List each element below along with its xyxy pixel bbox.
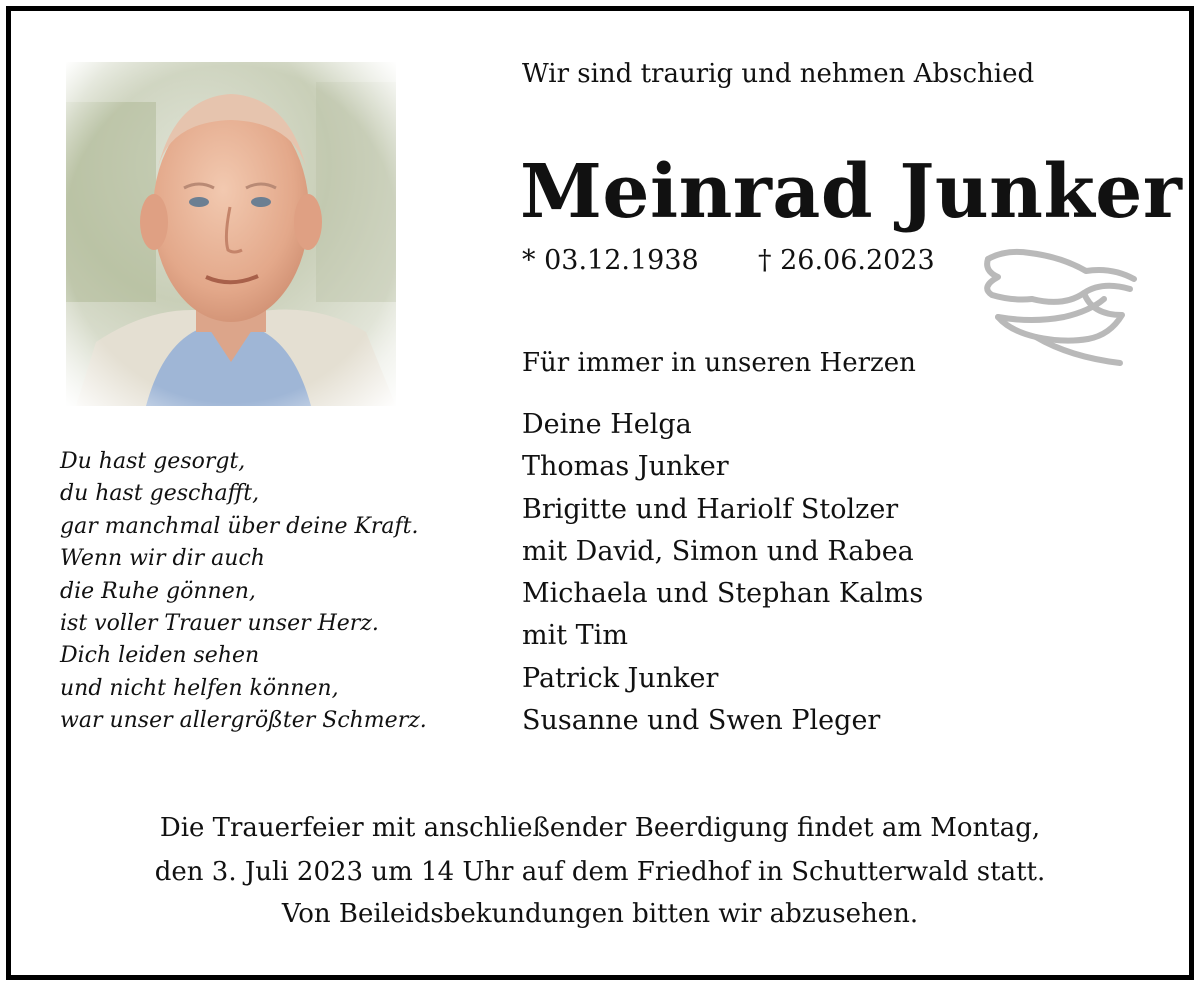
motto-text: Für immer in unseren Herzen bbox=[522, 348, 916, 378]
poem-line: ist voller Trauer unser Herz. bbox=[60, 611, 379, 637]
mourner-line: Susanne und Swen Pleger bbox=[522, 705, 881, 737]
mourner-line: Thomas Junker bbox=[522, 451, 729, 483]
mourner-line: mit David, Simon und Rabea bbox=[522, 535, 914, 567]
poem-line: du hast geschafft, bbox=[60, 481, 260, 507]
mourner-line: mit Tim bbox=[522, 620, 628, 652]
deceased-name: Meinrad Junker bbox=[520, 149, 1183, 235]
intro-text: Wir sind traurig und nehmen Abschied bbox=[522, 59, 1035, 89]
poem-line: und nicht helfen können, bbox=[60, 675, 339, 701]
poem bbox=[60, 446, 427, 738]
poem-line: war unser allergrößter Schmerz. bbox=[60, 708, 427, 734]
poem-line: Wenn wir dir auch bbox=[60, 546, 265, 572]
poem-line: die Ruhe gönnen, bbox=[60, 578, 256, 604]
poem-line: Du hast gesorgt, bbox=[60, 449, 246, 474]
mourner-line: Patrick Junker bbox=[522, 662, 719, 694]
condolence-note: Von Beileidsbekundungen bitten wir abzusehen. bbox=[281, 899, 919, 929]
portrait-photo bbox=[66, 62, 396, 406]
ceremony-info bbox=[0, 806, 1200, 894]
ceremony-line: Die Trauerfeier mit anschließender Beerdigung findet am Montag, bbox=[159, 813, 1041, 843]
poem-line: gar manchmal über deine Kraft. bbox=[60, 513, 419, 539]
poem-line: Dich leiden sehen bbox=[60, 643, 260, 669]
mourner-line: Michaela und Stephan Kalms bbox=[522, 578, 924, 610]
mourner-line: Brigitte und Hariolf Stolzer bbox=[522, 493, 899, 525]
death-date: † 26.06.2023 bbox=[758, 245, 935, 276]
mourners-list bbox=[522, 404, 923, 742]
ceremony-line: den 3. Juli 2023 um 14 Uhr auf dem Friedhof in Schutterwald statt. bbox=[154, 857, 1046, 887]
mourner-line: Deine Helga bbox=[522, 409, 692, 440]
birth-date: * 03.12.1938 bbox=[522, 245, 699, 276]
dove-icon bbox=[972, 245, 1140, 371]
